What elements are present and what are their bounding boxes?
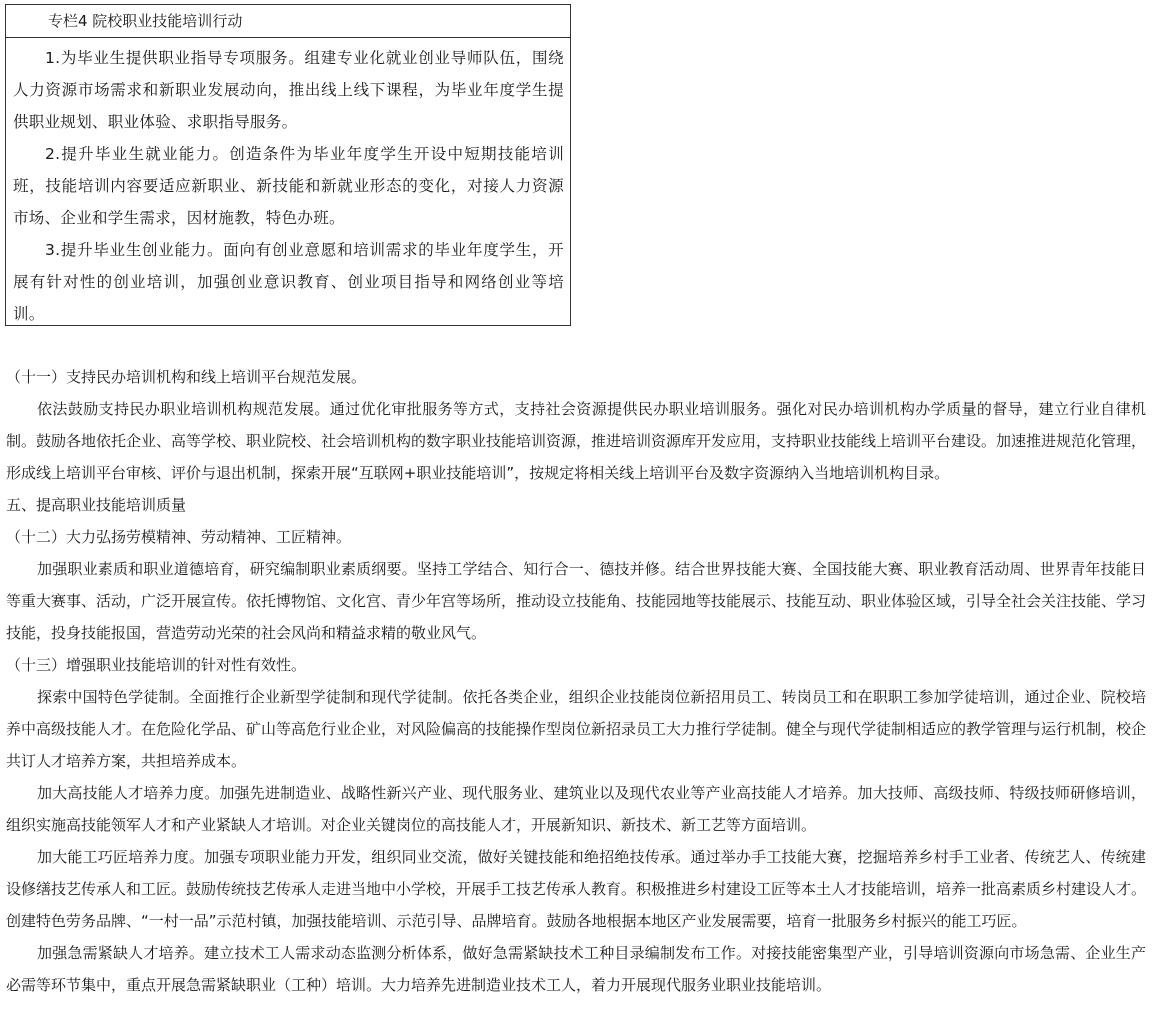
paragraph-12: 加强职业素质和职业道德培育，研究编制职业素质纲要。坚持工学结合、知行合一、德技并修。结合世界技能大赛、全国技能大赛、职业教育活动周、世界青年技能日等重大赛事、活动，广泛开展宣传。依托博物馆、文化宫、青少年宫等场所，推动设立技能角、技能园地等技能展示、技能互动、职业体验区域，引导全社会关注技能、学习技能，投身技能报国，营造劳动光荣的社会风尚和精益求精的敬业风气。 xyxy=(6,560,1147,642)
document-body xyxy=(6,361,1146,1001)
paragraph-11: 依法鼓励支持民办职业培训机构规范发展。通过优化审批服务等方式，支持社会资源提供民办职业培训服务。强化对民办培训机构办学质量的督导，建立行业自律机制。鼓励各地依托企业、高等学校、职业院校、社会培训机构的数字职业技能培训资源，推进培训资源库开发应用，支持职业技能线上培训平台建设。加速推进规范化管理，形成线上培训平台审核、评价与退出机制，探索开展“互联网+职业技能培训”，按规定将相关线上培训平台及数字资源纳入当地培训机构目录。 xyxy=(6,400,1147,482)
feature-item-2: 2.提升毕业生就业能力。创造条件为毕业年度学生开设中短期技能培训班，技能培训内容要适应新职业、新技能和新就业形态的变化，对接人力资源市场、企业和学生需求，因材施教，特色办班。 xyxy=(13,145,564,227)
paragraph-13-high-skill: 加大高技能人才培养力度。加强先进制造业、战略性新兴产业、现代服务业、建筑业以及现代农业等产业高技能人才培养。加大技师、高级技师、特级技师研修培训，组织实施高技能领军人才和产业紧缺人才培训。对企业关键岗位的高技能人才，开展新知识、新技术、新工艺等方面培训。 xyxy=(6,784,1146,834)
heading-12: （十二）大力弘扬劳模精神、劳动精神、工匠精神。 xyxy=(6,528,352,546)
heading-13: （十三）增强职业技能培训的针对性有效性。 xyxy=(6,656,307,674)
section-heading-5: 五、提高职业技能培训质量 xyxy=(6,496,187,514)
heading-11: （十一）支持民办培训机构和线上培训平台规范发展。 xyxy=(6,368,367,386)
feature-box-body xyxy=(6,38,570,330)
paragraph-13-craftsmen: 加大能工巧匠培养力度。加强专项职业能力开发，组织同业交流，做好关键技能和绝招绝技传承。通过举办手工技能大赛，挖掘培养乡村手工业者、传统艺人、传统建设修缮技艺传承人和工匠。鼓励传统技艺传承人走进当地中小学校，开展手工技艺传承人教育。积极推进乡村建设工匠等本土人才技能培训，培养一批高素质乡村建设人才。创建特色劳务品牌、“一村一品”示范村镇，加强技能培训、示范引导、品牌培育。鼓励各地根据本地区产业发展需要，培育一批服务乡村振兴的能工巧匠。 xyxy=(6,848,1147,930)
feature-item-3: 3.提升毕业生创业能力。面向有创业意愿和培训需求的毕业年度学生，开展有针对性的创业培训，加强创业意识教育、创业项目指导和网络创业等培训。 xyxy=(13,241,564,323)
paragraph-13-urgent-talent: 加强急需紧缺人才培养。建立技术工人需求动态监测分析体系，做好急需紧缺技术工种目录编制发布工作。对接技能密集型产业，引导培训资源向市场急需、企业生产必需等环节集中，重点开展急需紧缺职业（工种）培训。大力培养先进制造业技术工人，着力开展现代服务业职业技能培训。 xyxy=(6,944,1146,994)
feature-box-4 xyxy=(5,4,571,326)
feature-box-title: 专栏4 院校职业技能培训行动 xyxy=(6,5,570,38)
feature-item-1: 1.为毕业生提供职业指导专项服务。组建专业化就业创业导师队伍，围绕人力资源市场需求和新职业发展动向，推出线上线下课程，为毕业年度学生提供职业规划、职业体验、求职指导服务。 xyxy=(13,49,564,131)
paragraph-13-apprenticeship: 探索中国特色学徒制。全面推行企业新型学徒制和现代学徒制。依托各类企业，组织企业技能岗位新招用员工、转岗员工和在职职工参加学徒培训，通过企业、院校培养中高级技能人才。在危险化学品、矿山等高危行业企业，对风险偏高的技能操作型岗位新招录员工大力推行学徒制。健全与现代学徒制相适应的教学管理与运行机制，校企共订人才培养方案，共担培养成本。 xyxy=(6,688,1147,770)
